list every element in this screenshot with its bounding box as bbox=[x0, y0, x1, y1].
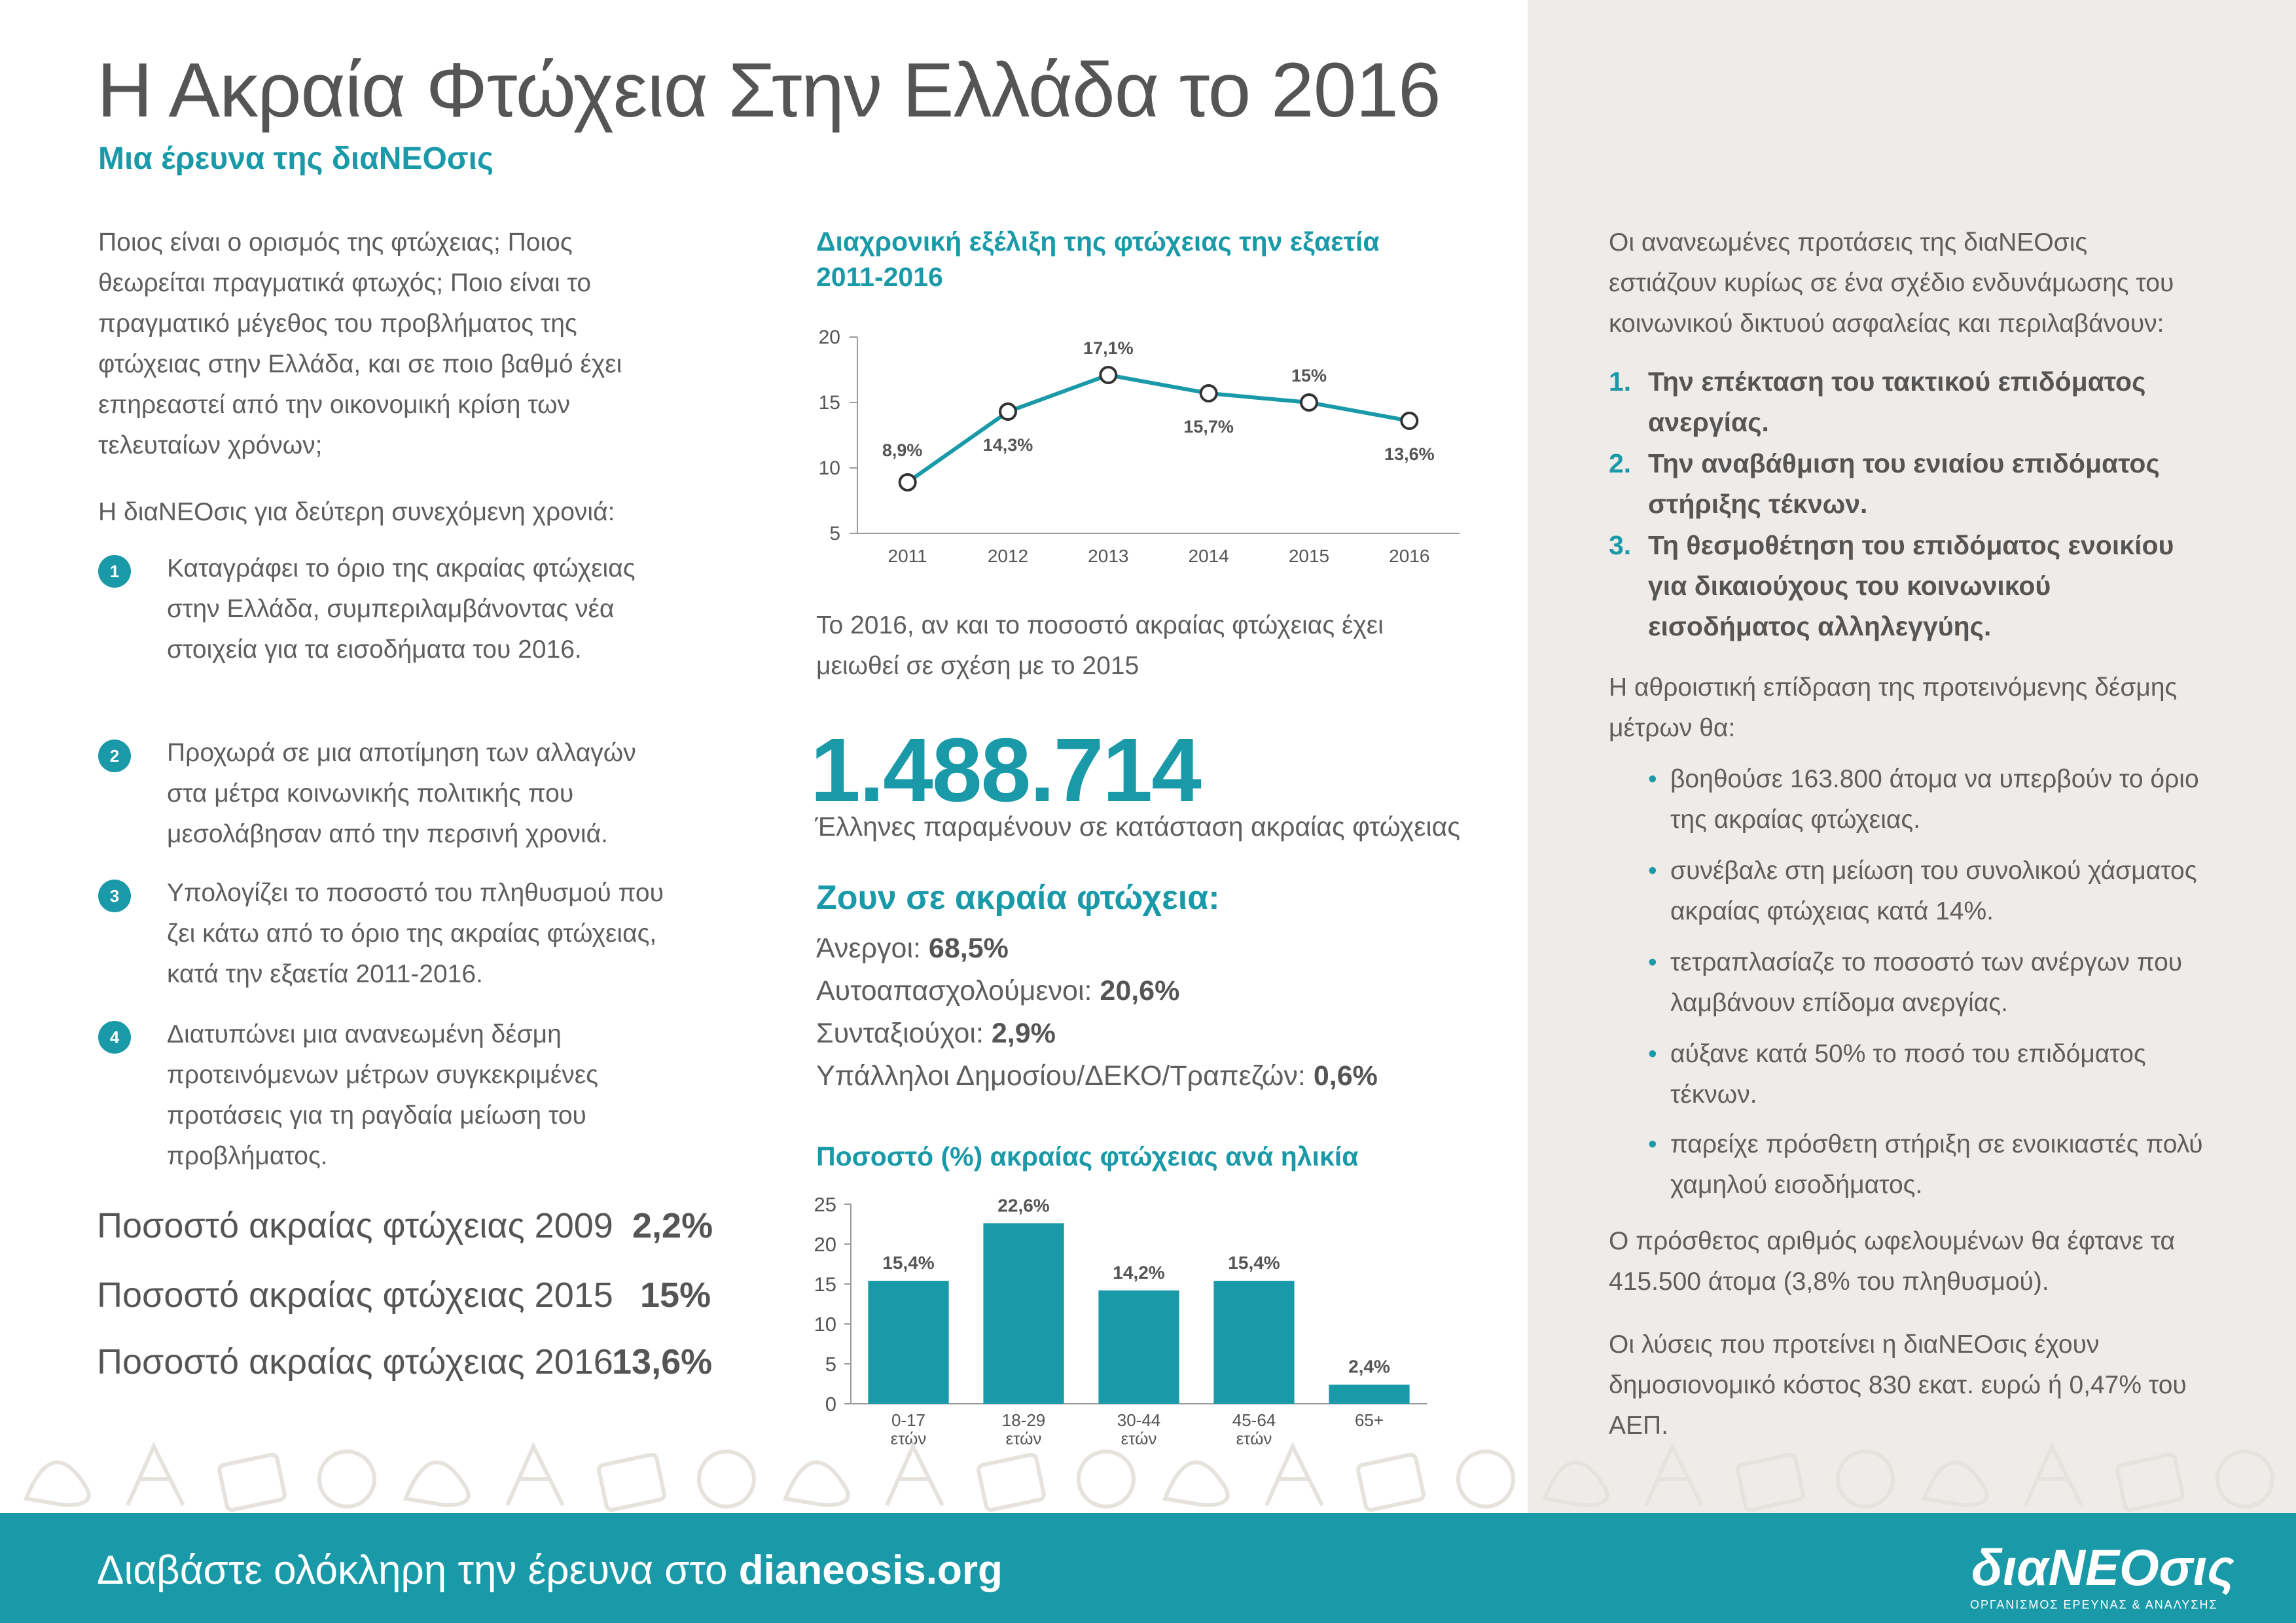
y-tick-label: 25 bbox=[814, 1193, 836, 1216]
data-label: 14,3% bbox=[982, 435, 1033, 455]
step-text: Καταγράφει το όριο της ακραίας φτώχειας στην Ελλάδα, συμπεριλαμβάνοντας νέα στοιχεία για τα εισοδήματα του 2016. bbox=[167, 554, 636, 664]
decorative-book-icon bbox=[1737, 1454, 1804, 1510]
x-tick-label: 45-64 bbox=[1232, 1410, 1276, 1430]
data-label: 8,9% bbox=[882, 440, 923, 460]
bar-value-label: 22,6% bbox=[997, 1195, 1050, 1216]
stat-label: Ποσοστό ακραίας φτώχειας 2016 bbox=[97, 1342, 613, 1382]
proposal-text: Την αναβάθμιση του ενιαίου επιδόματος στήριξης τέκνων. bbox=[1648, 448, 2160, 519]
decorative-leaf-icon bbox=[26, 1462, 89, 1505]
x-tick-label: 65+ bbox=[1354, 1410, 1384, 1430]
x-tick-label: 30-44 bbox=[1117, 1410, 1161, 1430]
bullet-text: συνέβαλε στη μείωση του συνολικού χάσματος ακραίας φτώχειας κατά 14%. bbox=[1670, 857, 2197, 925]
decorative-icons-band bbox=[0, 1407, 2296, 1513]
summary-text: Το 2016, αν και το ποσοστό ακραίας φτώχειας έχει μειωθεί σε σχέση με το 2015 bbox=[816, 611, 1384, 680]
decorative-book-icon bbox=[2117, 1454, 2184, 1510]
line-chart-title: Διαχρονική εξέλιξη της φτώχειας την εξαετία 2011-2016 bbox=[816, 226, 1380, 292]
y-tick-label: 5 bbox=[829, 523, 840, 544]
effect-intro: Η αθροιστική επίδραση της προτεινόμενης δέσμης μέτρων θα: bbox=[1609, 673, 2178, 742]
decorative-leaf-icon bbox=[406, 1462, 469, 1505]
bullet-dot-icon: • bbox=[1648, 765, 1657, 793]
live-label: Υπάλληλοι Δημοσίου/ΔΕΚΟ/Τραπεζών: bbox=[816, 1060, 1314, 1092]
live-row bbox=[816, 975, 1179, 1007]
bullet-text: παρείχε πρόσθετη στήριξη σε ενοικιαστές πολύ χαμηλού εισοδήματος. bbox=[1670, 1130, 2203, 1199]
bullet-text: τετραπλασίαζε το ποσοστό των ανέργων που λαμβάνουν επίδομα ανεργίας. bbox=[1670, 948, 2183, 1017]
y-tick-label: 20 bbox=[818, 327, 840, 348]
bar-value-label: 2,4% bbox=[1348, 1356, 1390, 1377]
bar bbox=[868, 1281, 948, 1404]
decorative-circle-icon bbox=[1458, 1452, 1513, 1507]
live-label: Αυτοαπασχολούμενοι: bbox=[816, 975, 1100, 1007]
proposal-text: Την επέκταση του τακτικού επιδόματος ανεργίας. bbox=[1648, 366, 2146, 437]
stat-value: 15% bbox=[640, 1275, 711, 1315]
decorative-book-icon bbox=[598, 1454, 666, 1510]
intro-text: Ποιος είναι ο ορισμός της φτώχειας; Ποιος θεωρείται πραγματικά φτωχός; Ποιο είναι το πραγματικό μέγεθος του προβλήματος της φτώχειας στην Ελλάδα, και σε ποιο βαθμό έχει επηρεαστεί από την οικονομική κρίση των τελευταίων χρόνων; bbox=[98, 228, 622, 459]
decorative-pen-icon bbox=[1266, 1446, 1322, 1505]
proposals-intro: Οι ανανεωμένες προτάσεις της διαΝΕΟσις εστιάζουν κυρίως σε ένα σχέδιο ενδυνάμωσης του κοινωνικού δικτυού ασφαλείας και περιλαβάνουν: bbox=[1609, 228, 2174, 338]
x-tick-label: 2016 bbox=[1389, 546, 1430, 566]
step-text: Προχωρά σε μια αποτίμηση των αλλαγών στα μέτρα κοινωνικής πολιτικής που μεσολάβησαν από την περσινή χρονιά. bbox=[167, 739, 636, 848]
x-tick-label: 2012 bbox=[987, 546, 1029, 566]
x-tick-label: ετών bbox=[1121, 1429, 1157, 1448]
decorative-leaf-icon bbox=[785, 1462, 848, 1505]
bullet-text: αύξανε κατά 50% το ποσό του επιδόματος τέκνων. bbox=[1670, 1040, 2146, 1109]
decorative-pen-icon bbox=[1646, 1446, 1702, 1505]
proposal-text: Τη θεσμοθέτηση του επιδόματος ενοικίου για δικαιούχους του κοινωνικού εισοδήματος αλληλεγγύης. bbox=[1648, 530, 2174, 641]
logo-tagline: ΟΡΓΑΝΙΣΜΟΣ ΕΡΕΥΝΑΣ & ΑΝΑΛΥΣΗΣ bbox=[1970, 1598, 2218, 1611]
x-tick-label: 2013 bbox=[1088, 546, 1129, 566]
decorative-pen-icon bbox=[128, 1446, 183, 1505]
y-tick-label: 15 bbox=[818, 392, 840, 414]
decorative-circle-icon bbox=[319, 1452, 374, 1507]
stat-label: Ποσοστό ακραίας φτώχειας 2015 bbox=[97, 1275, 613, 1315]
decorative-pen-icon bbox=[887, 1446, 942, 1505]
stat-row bbox=[97, 1342, 713, 1382]
footer-bar bbox=[0, 1513, 2296, 1623]
line-chart bbox=[805, 314, 1466, 576]
data-point bbox=[1000, 404, 1016, 419]
data-label: 15,7% bbox=[1183, 417, 1234, 437]
decorative-pen-icon bbox=[2026, 1446, 2081, 1505]
y-tick-label: 5 bbox=[825, 1353, 836, 1376]
series-line bbox=[908, 375, 1410, 482]
x-tick-label: ετών bbox=[1005, 1429, 1042, 1448]
page-subtitle: Μια έρευνα της διαΝΕΟσις bbox=[98, 141, 493, 176]
live-value: 2,9% bbox=[991, 1018, 1056, 1049]
bullet-dot-icon: • bbox=[1648, 948, 1657, 976]
bullet-dot-icon: • bbox=[1648, 857, 1657, 885]
stat-value: 13,6% bbox=[612, 1342, 713, 1382]
proposal-number: 2. bbox=[1609, 448, 1632, 478]
data-point bbox=[1401, 413, 1417, 429]
data-point bbox=[1201, 385, 1217, 401]
data-point bbox=[900, 474, 916, 490]
decorative-book-icon bbox=[1357, 1454, 1425, 1510]
live-value: 0,6% bbox=[1313, 1060, 1378, 1092]
step-number-badge: 2 bbox=[98, 740, 131, 772]
y-tick-label: 0 bbox=[825, 1393, 836, 1416]
decorative-leaf-icon bbox=[1545, 1462, 1607, 1505]
big-number-caption: Έλληνες παραμένουν σε κατάσταση ακραίας φτώχειας bbox=[815, 812, 1461, 842]
data-label: 15% bbox=[1291, 366, 1327, 385]
live-row bbox=[816, 1018, 1056, 1050]
live-in-poverty-heading: Ζουν σε ακραία φτώχεια: bbox=[816, 879, 1220, 917]
live-row bbox=[816, 1060, 1378, 1092]
bar-chart-title: Ποσοστό (%) ακραίας φτώχειας ανά ηλικία bbox=[816, 1141, 1359, 1171]
stat-label: Ποσοστό ακραίας φτώχειας 2009 bbox=[97, 1206, 613, 1245]
step-text: Υπολογίζει το ποσοστό του πληθυσμού που ζει κάτω από το όριο της ακραίας φτώχειας, κατά την εξαετία 2011-2016. bbox=[167, 879, 664, 988]
intro-lead: Η διαΝΕΟσις για δεύτερη συνεχόμενη χρονιά: bbox=[98, 498, 615, 526]
bullet-dot-icon: • bbox=[1648, 1040, 1657, 1068]
proposal-number: 3. bbox=[1609, 530, 1632, 560]
x-tick-label: ετών bbox=[1236, 1429, 1272, 1448]
bar-value-label: 15,4% bbox=[1228, 1253, 1280, 1274]
decorative-circle-icon bbox=[2217, 1452, 2272, 1507]
bar bbox=[1329, 1385, 1409, 1404]
big-number: 1.488.714 bbox=[810, 720, 1200, 821]
decorative-book-icon bbox=[219, 1454, 286, 1510]
decorative-pen-icon bbox=[507, 1446, 563, 1505]
proposal-number: 1. bbox=[1609, 366, 1632, 397]
data-label: 13,6% bbox=[1384, 444, 1435, 464]
footer-cta-text: Διαβάστε ολόκληρη την έρευνα στο bbox=[97, 1548, 739, 1593]
footer-link[interactable]: dianeosis.org bbox=[738, 1548, 1003, 1593]
stat-value: 2,2% bbox=[632, 1206, 713, 1245]
page-title: Η Ακραία Φτώχεια Στην Ελλάδα το 2016 bbox=[97, 47, 1441, 134]
stat-row bbox=[97, 1275, 711, 1315]
data-point bbox=[1100, 367, 1116, 383]
bar bbox=[983, 1223, 1064, 1404]
stat-row bbox=[97, 1205, 713, 1246]
x-tick-label: 0-17 bbox=[891, 1410, 926, 1430]
live-value: 20,6% bbox=[1100, 975, 1180, 1007]
live-label: Άνεργοι: bbox=[816, 933, 929, 964]
live-label: Συνταξιούχοι: bbox=[816, 1018, 992, 1049]
x-tick-label: 2014 bbox=[1188, 546, 1229, 566]
x-tick-label: 2015 bbox=[1288, 546, 1330, 566]
y-tick-label: 15 bbox=[814, 1273, 836, 1296]
bar-value-label: 15,4% bbox=[882, 1253, 935, 1274]
bullet-text: βοηθούσε 163.800 άτομα να υπερβούν το όριο της ακραίας φτώχειας. bbox=[1670, 765, 2199, 834]
y-tick-label: 20 bbox=[814, 1233, 836, 1256]
y-tick-label: 10 bbox=[814, 1313, 836, 1336]
step-number-badge: 1 bbox=[98, 555, 131, 588]
bar-value-label: 14,2% bbox=[1113, 1262, 1165, 1283]
bullet-dot-icon: • bbox=[1648, 1130, 1657, 1158]
data-point bbox=[1301, 395, 1317, 410]
step-text: Διατυπώνει μια ανανεωμένη δέσμη προτεινόμενων μέτρων συγκεκριμένες προτάσεις για τη ραγδαία μείωση του προβλήματος. bbox=[167, 1020, 598, 1170]
cost-text: Οι λύσεις που προτείνει η διαΝΕΟσις έχουν δημοσιονομικό κόστος 830 εκατ. ευρώ ή 0,47% του ΑΕΠ. bbox=[1609, 1330, 2187, 1440]
x-tick-label: ετών bbox=[890, 1429, 927, 1448]
bar bbox=[1098, 1291, 1179, 1404]
decorative-circle-icon bbox=[699, 1452, 754, 1507]
footer-cta bbox=[97, 1547, 1003, 1594]
decorative-circle-icon bbox=[1838, 1452, 1893, 1507]
data-label: 17,1% bbox=[1083, 338, 1134, 358]
decorative-leaf-icon bbox=[1924, 1462, 1987, 1505]
y-tick-label: 10 bbox=[818, 457, 840, 479]
dianeosis-logo: διαΝΕΟσις bbox=[1971, 1539, 2234, 1596]
decorative-book-icon bbox=[978, 1454, 1045, 1510]
live-row bbox=[816, 933, 1009, 965]
step-number-badge: 3 bbox=[98, 880, 131, 912]
decorative-circle-icon bbox=[1079, 1452, 1134, 1507]
x-tick-label: 2011 bbox=[888, 546, 927, 566]
x-tick-label: 18-29 bbox=[1001, 1410, 1046, 1430]
beneficiaries-text: Ο πρόσθετος αριθμός ωφελουμένων θα έφτανε τα 415.500 άτομα (3,8% του πληθυσμού). bbox=[1609, 1227, 2176, 1296]
decorative-leaf-icon bbox=[1165, 1462, 1228, 1505]
step-number-badge: 4 bbox=[98, 1021, 131, 1054]
live-value: 68,5% bbox=[928, 933, 1009, 964]
bar bbox=[1213, 1281, 1294, 1404]
